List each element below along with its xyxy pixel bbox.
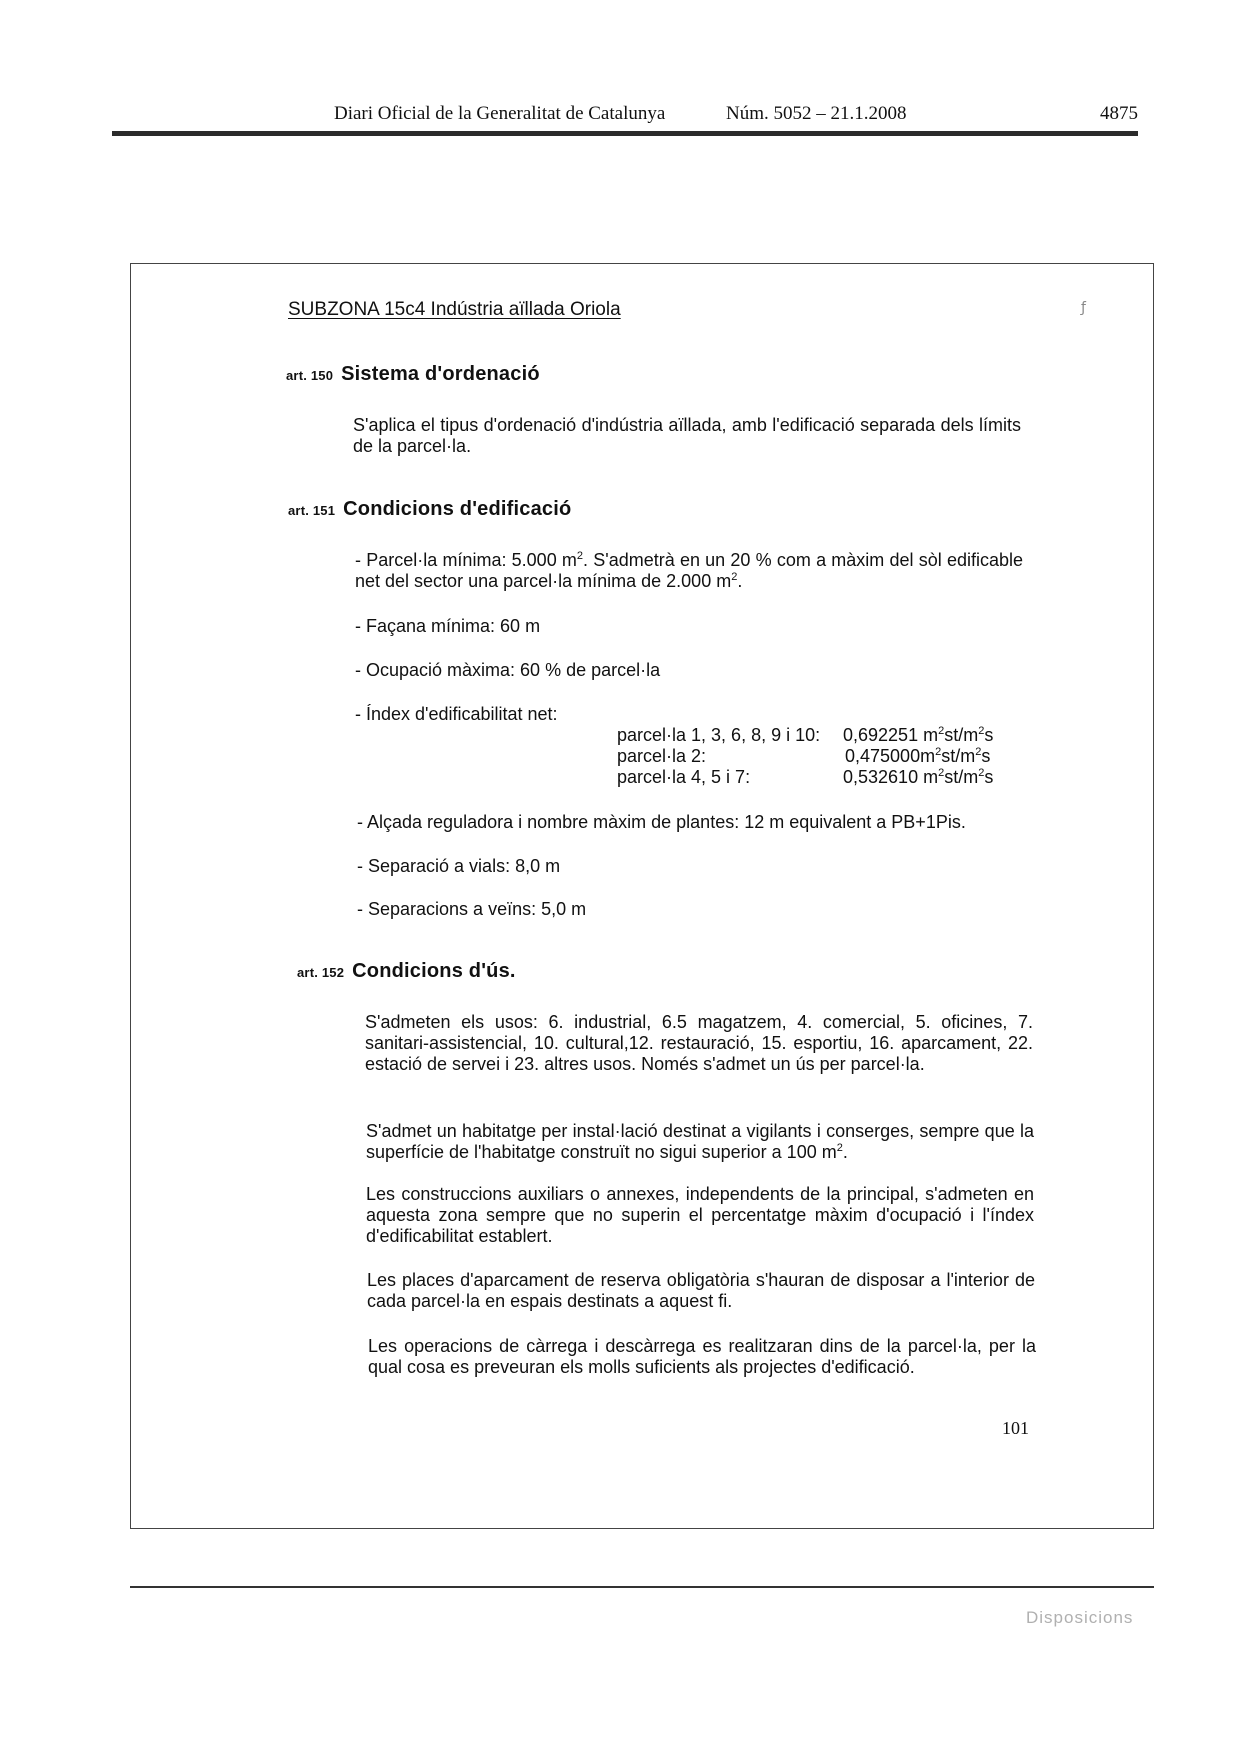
art151-ocupacio: - Ocupació màxima: 60 % de parcel·la xyxy=(355,660,661,680)
art152-paragraph-1: S'admeten els usos: 6. industrial, 6.5 magatzem, 4. comercial, 5. oficines, 7. sanitari-assistencial, 10. cultural,12. restauració, 15. esportiu, 16. aparcament, 22. estació de servei i 23. altres usos. Només s'admet un ús per parcel·la. xyxy=(365,1012,1033,1074)
art152-paragraph-4: Les places d'aparcament de reserva obligatòria s'hauran de disposar a l'interior de cada parcel·la en espais destinats a aquest fi. xyxy=(367,1270,1035,1311)
publication-name: Diari Oficial de la Generalitat de Catalunya xyxy=(334,103,666,124)
art152-paragraph-5: Les operacions de càrrega i descàrrega es realitzaran dins de la parcel·la, per la qual cosa es preveuran els molls suficients als projectes d'edificació. xyxy=(368,1336,1036,1377)
art151-sep-veins: - Separacions a veïns: 5,0 m xyxy=(357,899,587,919)
journal-header xyxy=(112,100,1138,130)
art151-heading xyxy=(288,498,571,521)
art150-text: S'aplica el tipus d'ordenació d'indústria aïllada, amb l'edificació separada dels límits de la parcel·la. xyxy=(353,415,1021,456)
art151-facana: - Façana mínima: 60 m xyxy=(355,616,541,636)
art150-heading xyxy=(286,363,540,386)
art151-sep-vials: - Separació a vials: 8,0 m xyxy=(357,856,561,876)
art151-alcada: - Alçada reguladora i nombre màxim de plantes: 12 m equivalent a PB+1Pis. xyxy=(357,812,966,832)
art150-label: art. 150 xyxy=(286,368,334,383)
art152-heading xyxy=(297,960,516,983)
art152-title: Condicions d'ús. xyxy=(352,960,516,982)
margin-mark: ƒ xyxy=(1081,300,1086,316)
subzone-title: SUBZONA 15c4 Indústria aïllada Oriola xyxy=(288,299,621,320)
index-row-value: 0,532610 $m^2st/m^2s$ xyxy=(843,767,994,787)
index-row-value: 0,692251 $m^2st/m^2s$ xyxy=(843,725,994,745)
page-number: 4875 xyxy=(1100,103,1138,124)
index-row-parcel: parcel·la 2: xyxy=(617,746,707,766)
art151-parcel-min: - Parcel·la mínima: 5.000 $m^2$. S'admetrà en un 20 % com a màxim del sòl edificable net del sector una parcel·la mínima de 2.000 $m^2$. xyxy=(355,550,1024,591)
index-row-parcel: parcel·la 1, 3, 6, 8, 9 i 10: xyxy=(617,725,821,745)
art151-label: art. 151 xyxy=(288,503,336,518)
issue-number: Núm. 5052 – 21.1.2008 xyxy=(726,103,907,124)
art152-paragraph-2: S'admet un habitatge per instal·lació destinat a vigilants i conserges, sempre que la superfície de l'habitatge construït no sigui superior a 100 $m^2$. xyxy=(366,1121,1034,1162)
footer-rule xyxy=(130,1586,1154,1588)
art151-title: Condicions d'edificació xyxy=(343,498,572,520)
art152-paragraph-3: Les construccions auxiliars o annexes, independents de la principal, s'admeten en aquesta zona sempre que no superin el percentatge màxim d'ocupació i l'índex d'edificabilitat establert. xyxy=(366,1184,1034,1246)
footer-section-name: Disposicions xyxy=(1026,1608,1134,1627)
index-row-parcel: parcel·la 4, 5 i 7: xyxy=(617,767,751,787)
art151-index-label: - Índex d'edificabilitat net: xyxy=(355,704,558,724)
art152-label: art. 152 xyxy=(297,965,345,980)
inner-page-number: 101 xyxy=(1002,1418,1029,1438)
art150-title: Sistema d'ordenació xyxy=(341,363,540,385)
header-rule xyxy=(112,131,1138,136)
index-row-value: $0,475000m^2st/m^2s$ xyxy=(845,746,991,766)
